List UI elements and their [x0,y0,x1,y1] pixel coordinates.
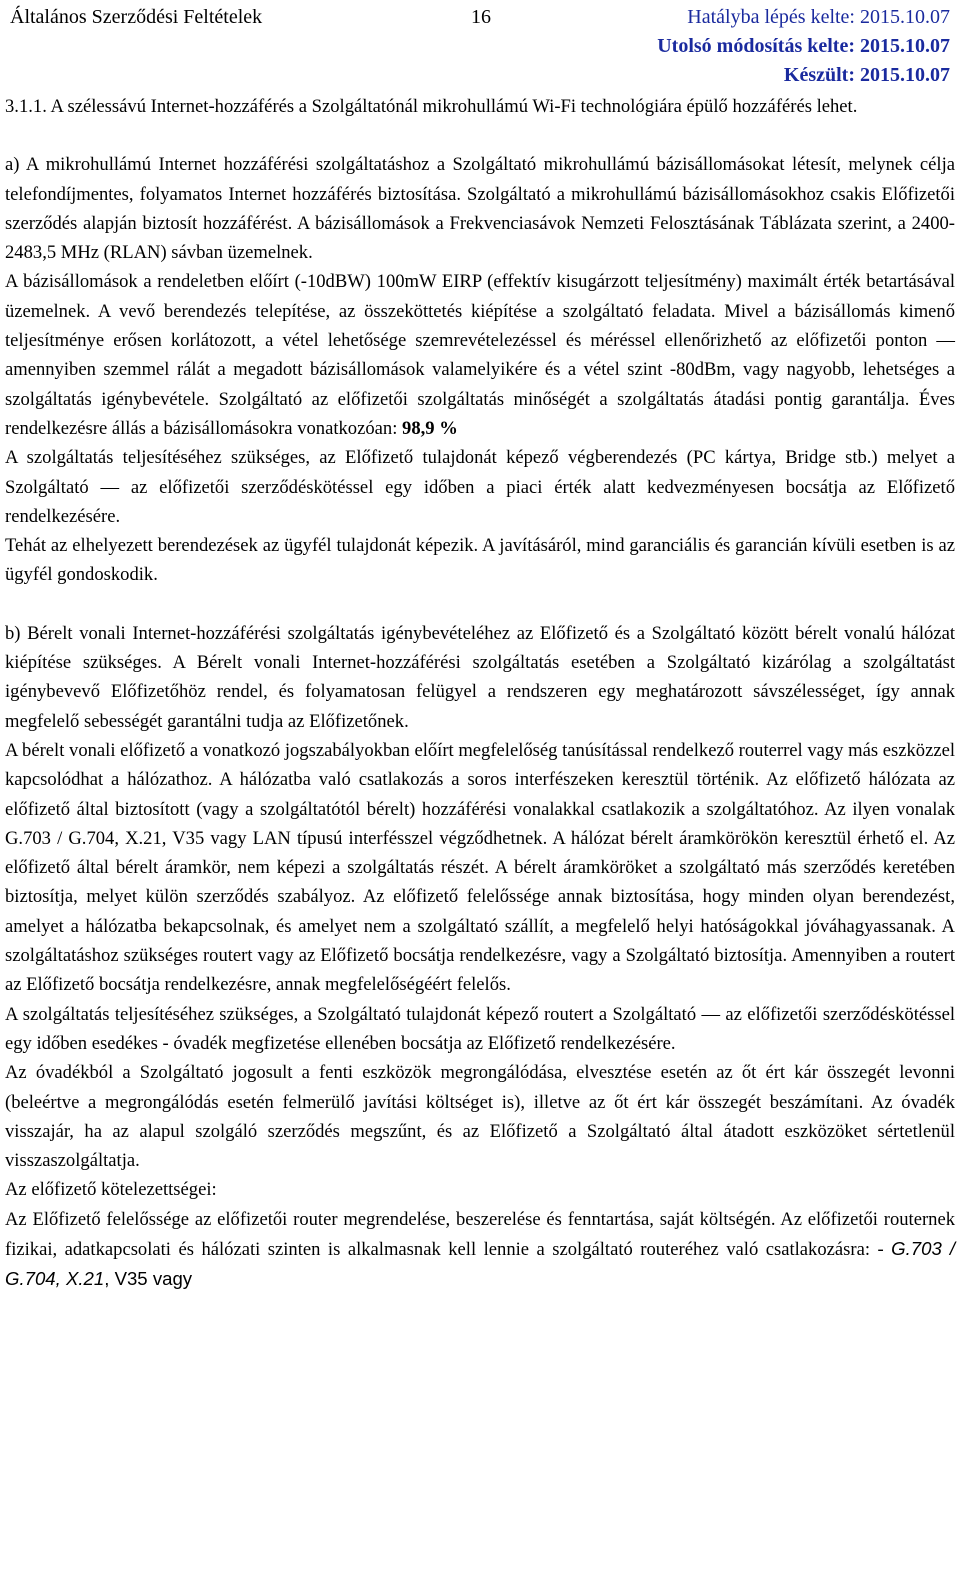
modified-date: Utolsó módosítás kelte: 2015.10.07 [657,35,950,57]
obligations-heading: Az előfizető kötelezettségei: [5,1179,217,1201]
page-header [5,0,955,92]
document-body [5,92,955,1295]
paragraph-b-connection: A bérelt vonali előfizető a vonatkozó jogszabályokban előírt megfelelőség tanúsítással rendelkező routerrel vagy más eszközzel kapcsolódhat a hálózathoz. A hálózatba való csatlakozás a soros interfészeken keresztül történik. Az előfizető hálózata az előfizető által biztosított (vagy a szolgáltatótól bérelt) hozzáférési vonalakkal csatlakozik a szolgáltatóhoz. Az ilyen vonalak G.703 / G.704, X.21, V35 vagy LAN típusú interfésszel végződhetnek. A hálózat bérelt áramkörökön keresztül érhető el. Az előfizető által bérelt áramkör, nem képezi a szolgáltatás részét. A bérelt áramköröket a szolgáltató más szerződés keretében biztosítja, melyet külön szerződés szabályoz. Az előfizető felelőssége annak biztosítása, hogy minden olyan berendezést, amelyet a hálózatba bekapcsolnak, és amelyet nem a szolgáltató szállít, a megfelelő helyi hatóságokkal jóváhagyassanak. A szolgáltatáshoz szükséges routert vagy az Előfizető bocsátja rendelkezésre, vagy a Szolgáltató biztosítja. Amennyiben a routert az Előfizető bocsátja rendelkezésre, annak megfelelőségéért felelős. [5,739,955,996]
availability-value: 98,9 % [402,417,458,439]
interface-tail: , V35 vagy [104,1268,193,1290]
paragraph-a-base-stations-text: A bázisállomások a rendeletben előírt (-10dBW) 100mW EIRP (effektív kisugárzott teljesítmény) maximált érték betartásával üzemelnek. A vevő berendezés telepítése, az összeköttetés kiépítése a szolgáltató feladata. Mivel a bázisállomás kimenő teljesítménye erősen korlátozott, a vétel lehetősége szemrevételezéssel és méréssel ellenőrizhető az előfizetői ponton — amennyiben szemmel rálát a megadott bázisállomások valamelyikére és a vétel szint -80dBm, vagy nagyobb, lehetséges a szolgáltatás igénybevétele. Szolgáltató az előfizetői szolgáltatás minőségét a szolgáltatás átadási pontig garantálja. Éves rendelkezésre állás a bázisállomásokra vonatkozóan: [5,271,955,439]
paragraph-b-router: A szolgáltatás teljesítéséhez szükséges, a Szolgáltató tulajdonát képező routert a Szolgáltató — az előfizetői szerződéskötéssel egy időben esedékes - óvadék megfizetése ellenében bocsátja az Előfizető rendelkezésére. [5,1003,955,1054]
section-heading: 3.1.1. A szélessávú Internet-hozzáférés a Szolgáltatónál mikrohullámú Wi-Fi technológiára épülő hozzáférés lehet. [5,96,858,117]
created-date: Készült: 2015.10.07 [783,64,950,86]
paragraph-b-deposit: Az óvadékból a Szolgáltató jogosult a fenti eszközök megrongálódása, elvesztése esetén az őt ért kár összegét levonni (beleértve a megrongálódás esetén felmerülő javítási költséget is), illetve az őt ért kár összegét beszámítani. Az óvadék visszajár, ha az alapul szolgáló szerződés megszűnt, és az Előfizető a Szolgáltató által átadott eszközöket sértetlenül visszaszolgáltatja. [5,1062,955,1172]
effective-date: Hatályba lépés kelte: 2015.10.07 [687,6,950,28]
paragraph-b-intro: b) Bérelt vonali Internet-hozzáférési szolgáltatás igénybevételéhez az Előfizető és a Szolgáltató között bérelt vonalú hálózat kiépítése szükséges. A Bérelt vonali Internet-hozzáférési szolgáltatás esetében a Szolgáltató kizárólag a szolgáltatást igénybevevő Előfizetőhöz rendel, és folyamatosan felügyel a rendszeren egy meghatározott sávszélességet, így annak megfelelő sebességét garantálni tudja az Előfizetőnek. [5,622,955,732]
obligations-text: Az Előfizető felelőssége az előfizetői router megrendelése, beszerelése és fenntartása, saját költségén. Az előfizetői routernek fizikai, adatkapcsolati és hálózati szinten is alkalmasnak kell lennie a szolgáltató routeréhez való csatlakozásra: - [5,1208,955,1260]
paragraph-a-intro: a) A mikrohullámú Internet hozzáférési szolgáltatáshoz a Szolgáltató mikrohullámú bázisállomásokat létesít, melynek célja telefondíjmentes, folyamatos Internet hozzáférés biztosítása. Szolgáltató a mikrohullámú bázisállomásokhoz csakis Előfizetői szerződés alapján biztosít hozzáférést. A bázisállomások a Frekvenciasávok Nemzeti Felosztásának Táblázata szerint, a 2400-2483,5 MHz (RLAN) sávban üzemelnek. [5,154,955,264]
interface-standards: G.703 / G.704, X.21 [5,1237,955,1290]
paragraph-a-ownership: Tehát az elhelyezett berendezések az ügyfél tulajdonát képezik. A javításáról, mind garanciális és garancián kívüli esetben is az ügyfél gondoskodik. [5,535,955,586]
page-number: 16 [471,6,491,28]
paragraph-a-base-stations [5,267,955,443]
paragraph-b-obligations [5,1205,955,1295]
document-title: Általános Szerződési Feltételek [10,6,263,28]
paragraph-a-equipment: A szolgáltatás teljesítéséhez szükséges, az Előfizető tulajdonát képező végberendezés (PC kártya, Bridge stb.) melyet a Szolgáltató — az előfizetői szerződéskötéssel egy időben a piaci érték alatt kedvezményesen bocsátja az Előfizető rendelkezésére. [5,447,955,527]
date-block [657,3,950,90]
